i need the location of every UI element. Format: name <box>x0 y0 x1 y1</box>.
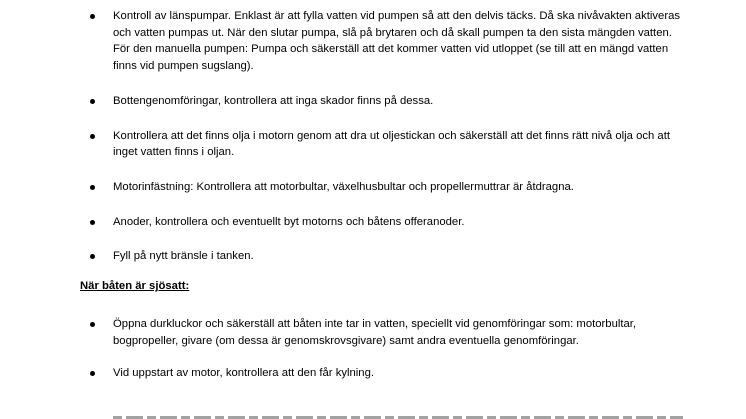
list-item <box>86 365 686 382</box>
bullet-icon <box>90 185 95 190</box>
list-item-text: Öppna durkluckor och säkerställ att båten inte tar in vatten, speciellt vid genomföringar som: motorbultar, bogpropeller, givare (om dessa är genomskrovsgivare) samt andra eventuella genomföringar. <box>113 318 637 347</box>
checklist-after-launch <box>86 316 686 382</box>
list-item-text: Kontrollera att det finns olja i motorn genom att dra ut oljestickan och säkerställ att det finns rätt nivå olja och att inget vatten finns i oljan. <box>113 129 670 159</box>
section-heading: När båten är sjösatt: <box>80 280 190 292</box>
list-item-text: Kontroll av länspumpar. Enklast är att fylla vatten vid pumpen så att den delvis täcks. Då ska nivåvakten aktiveras och vatten pumpas ut. När den slutar pumpa, slå på brytaren och då skall pumpen ta den sista mängden vatten. För den manuella pumpen: Pumpa och säkerställ att det kommer vatten vid utloppet (se till att en mängd vatten finns vid pumpen sugslang). <box>113 10 681 73</box>
checklist-before-launch <box>86 8 686 265</box>
list-item <box>86 93 686 110</box>
list-item <box>86 248 686 265</box>
list-item-text: Fyll på nytt bränsle i tanken. <box>113 250 254 263</box>
list-item-text: Anoder, kontrollera och eventuellt byt motorns och båtens offeranoder. <box>113 215 465 228</box>
list-item-text: Motorinfästning: Kontrollera att motorbultar, växelhusbultar och propellermuttrar är åtdragna. <box>113 180 574 193</box>
list-item <box>86 179 686 196</box>
bullet-icon <box>90 220 95 225</box>
partially-visible-text-line <box>113 412 683 419</box>
bullet-icon <box>90 371 95 376</box>
bullet-icon <box>90 254 95 259</box>
list-item <box>86 128 686 161</box>
bullet-icon <box>90 14 95 19</box>
list-item <box>86 8 686 75</box>
bullet-icon <box>90 322 95 327</box>
list-item <box>86 316 686 349</box>
bullet-icon <box>90 99 95 104</box>
list-item <box>86 214 686 231</box>
bullet-icon <box>90 134 95 139</box>
list-item-text: Bottengenomföringar, kontrollera att inga skador finns på dessa. <box>113 94 434 107</box>
list-item-text: Vid uppstart av motor, kontrollera att den får kylning. <box>113 367 375 380</box>
